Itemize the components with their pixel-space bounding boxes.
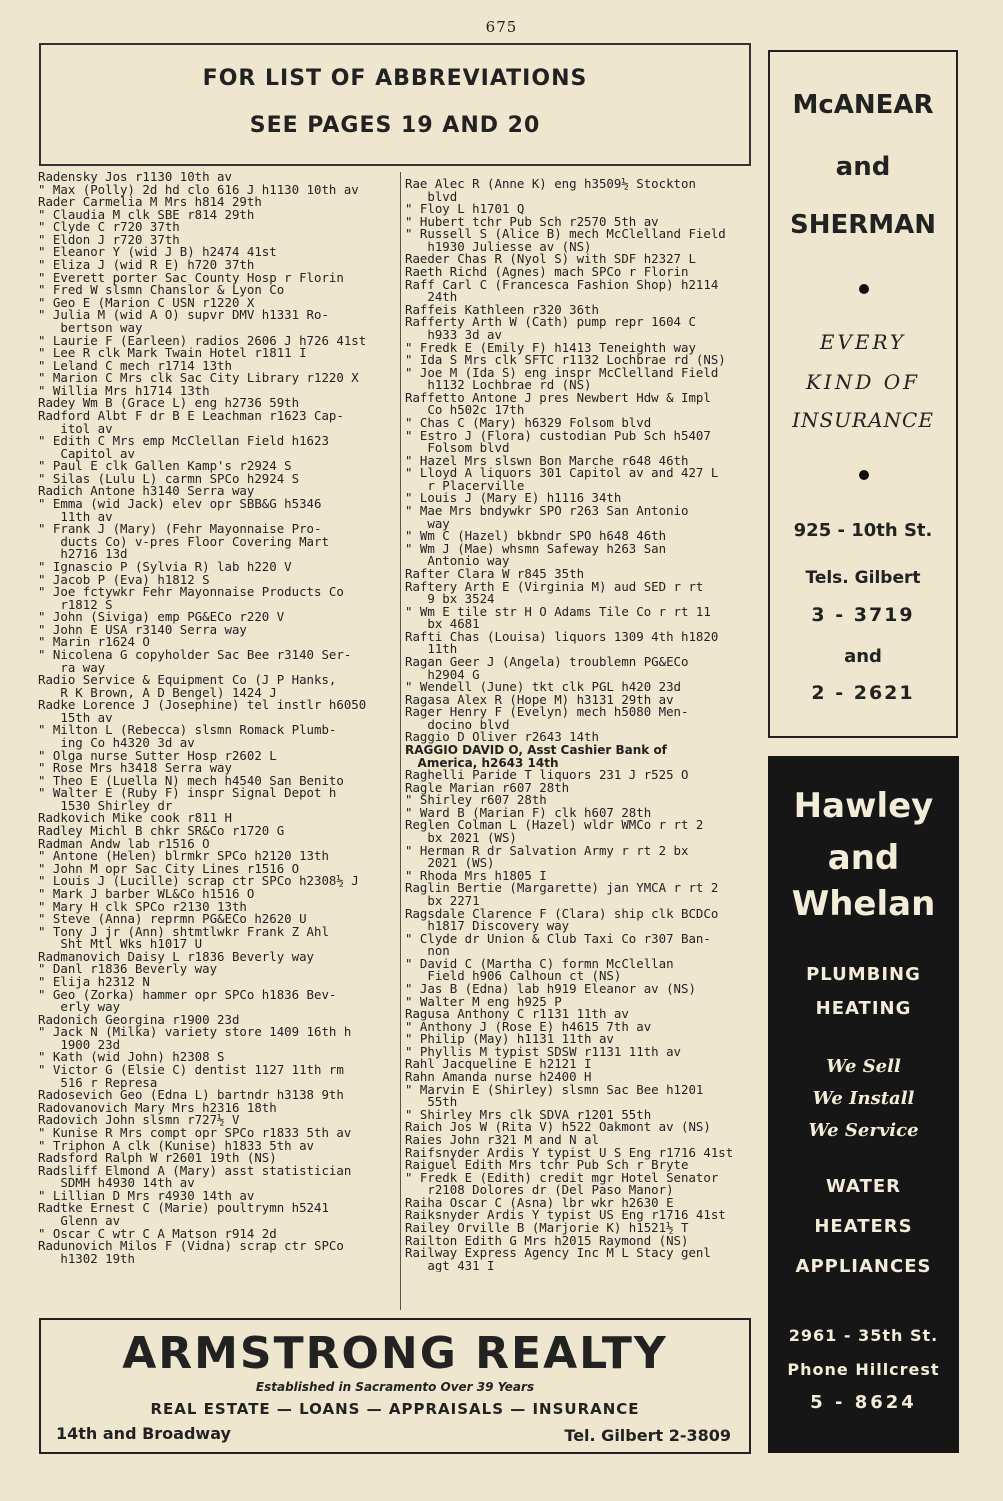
directory-entry: Radovanovich Mary Mrs h2316 18th bbox=[38, 1099, 277, 1115]
directory-entry: " Julia M (wid A O) supvr DMV h1331 Ro- bbox=[38, 307, 329, 323]
directory-entry: h1817 Discovery way bbox=[405, 918, 570, 934]
directory-entry: " Anthony J (Rose E) h4615 7th av bbox=[405, 1018, 652, 1034]
directory-entry: Radovich John slsmn r727½ V bbox=[38, 1112, 240, 1128]
directory-entry: Ragle Marian r607 28th bbox=[405, 779, 570, 795]
directory-entry: Railey Orville B (Marjorie K) h1521½ T bbox=[405, 1219, 689, 1235]
directory-entry: Rager Henry F (Evelyn) mech h5080 Men- bbox=[405, 704, 689, 720]
directory-entry: " Louis J (Mary E) h1116 34th bbox=[405, 490, 622, 506]
directory-entry: h1302 19th bbox=[38, 1250, 135, 1266]
directory-entry: 55th bbox=[405, 1094, 458, 1110]
directory-entry: " John (Siviga) emp PG&ECo r220 V bbox=[38, 609, 285, 625]
directory-entry: " Willia Mrs h1714 13th bbox=[38, 382, 210, 398]
directory-entry: 11th av bbox=[38, 508, 113, 524]
directory-entry: Radunovich Milos F (Vidna) scrap ctr SPCo bbox=[38, 1238, 344, 1254]
directory-entry: " Ida S Mrs clk SFTC r1132 Lochbrae rd (NS) bbox=[405, 352, 726, 368]
directory-entry: h2716 13d bbox=[38, 546, 128, 562]
directory-entry: Radley Michl B chkr SR&Co r1720 G bbox=[38, 823, 285, 839]
bullet-dot bbox=[859, 284, 869, 294]
insurance-ad-name-2: SHERMAN bbox=[789, 210, 937, 240]
directory-entry: Raich Jos W (Rita V) h522 Oakmont av (NS) bbox=[405, 1119, 711, 1135]
directory-entry: h2904 G bbox=[405, 666, 480, 682]
directory-entry: " Marion C Mrs clk Sac City Library r1220 X bbox=[38, 370, 359, 386]
directory-entry: " Clyde C r720 37th bbox=[38, 219, 180, 235]
directory-entry: " Geo E (Marion C USN r1220 X bbox=[38, 294, 255, 310]
directory-entry: ra way bbox=[38, 659, 106, 675]
directory-entry: " Walter M eng h925 P bbox=[405, 993, 562, 1009]
directory-entry: Raffetto Antone J pres Newbert Hdw & Impl bbox=[405, 389, 711, 405]
directory-entry: " Joe M (Ida S) eng inspr McClelland Field bbox=[405, 364, 719, 380]
directory-entry: Rae Alec R (Anne K) eng h3509½ Stockton bbox=[405, 178, 696, 191]
directory-entry: " Claudia M clk SBE r814 29th bbox=[38, 206, 255, 222]
directory-entry: Capitol av bbox=[38, 445, 135, 461]
directory-entry: " Silas (Lulu L) carmn SPCo h2924 S bbox=[38, 470, 300, 486]
directory-entry: " Hubert tchr Pub Sch r2570 5th av bbox=[405, 213, 659, 229]
plumbing-ad-install: We Install bbox=[812, 1088, 915, 1109]
directory-entry: " Philip (May) h1131 11th av bbox=[405, 1031, 614, 1047]
plumbing-ad-sell: We Sell bbox=[826, 1056, 901, 1077]
directory-entry: h1930 Juliesse av (NS) bbox=[405, 238, 592, 254]
plumbing-ad-service: We Service bbox=[808, 1120, 919, 1141]
realty-advertisement bbox=[39, 1318, 751, 1454]
directory-entry: " David C (Martha C) formn McClellan bbox=[405, 955, 674, 971]
abbreviations-line-2: SEE PAGES 19 AND 20 bbox=[249, 113, 541, 138]
directory-entry: ducts Co) v-pres Floor Covering Mart bbox=[38, 533, 329, 549]
directory-entry: Radosevich Geo (Edna L) bartndr h3138 9th bbox=[38, 1087, 344, 1103]
abbreviations-line-1: FOR LIST OF ABBREVIATIONS bbox=[202, 66, 588, 91]
directory-entry: Sht Mtl Wks h1017 U bbox=[38, 936, 203, 952]
directory-entry: Railway Express Agency Inc M L Stacy genl bbox=[405, 1245, 711, 1261]
directory-entry: Raeth Richd (Agnes) mach SPCo r Florin bbox=[405, 264, 689, 280]
directory-entry: bx 2271 bbox=[405, 892, 480, 908]
directory-entry: " Shirley Mrs clk SDVA r1201 55th bbox=[405, 1106, 652, 1122]
directory-entry: " Wm E tile str H O Adams Tile Co r rt 11 bbox=[405, 603, 711, 619]
directory-entry: Ragasa Alex R (Hope M) h3131 29th av bbox=[405, 691, 674, 707]
directory-entry: Field h906 Calhoun ct (NS) bbox=[405, 968, 622, 984]
directory-entry: 9 bx 3524 bbox=[405, 591, 495, 607]
directory-entry: " Mark J barber WL&Co h1516 O bbox=[38, 885, 255, 901]
directory-entry: 15th av bbox=[38, 709, 113, 725]
directory-entry: Radey Wm B (Grace L) eng h2736 59th bbox=[38, 395, 300, 411]
directory-entry: " Louis J (Lucille) scrap ctr SPCo h2308½ J bbox=[38, 873, 359, 889]
insurance-ad-tagline-3: INSURANCE bbox=[792, 408, 934, 432]
directory-entry: " Ignascio P (Sylvia R) lab h220 V bbox=[38, 558, 292, 574]
directory-entry: non bbox=[405, 943, 450, 959]
insurance-advertisement bbox=[768, 50, 958, 738]
plumbing-ad-appliances: APPLIANCES bbox=[795, 1256, 932, 1277]
directory-entry: " Wm J (Mae) whsmn Safeway h263 San bbox=[405, 540, 667, 556]
directory-entry: " Marin r1624 O bbox=[38, 634, 150, 650]
directory-entry: " Mae Mrs bndywkr SPO r263 San Antonio bbox=[405, 503, 689, 519]
directory-entry: 2021 (WS) bbox=[405, 855, 495, 871]
directory-entry: " Lillian D Mrs r4930 14th av bbox=[38, 1187, 255, 1203]
directory-entry: " Triphon A clk (Kunise) h1833 5th av bbox=[38, 1137, 315, 1153]
directory-entry: bx 2021 (WS) bbox=[405, 830, 517, 846]
insurance-ad-address: 925 - 10th St. bbox=[793, 520, 933, 541]
directory-entry: " Eldon J r720 37th bbox=[38, 231, 180, 247]
directory-entry: " Elija h2312 N bbox=[38, 974, 150, 989]
directory-entry: 516 r Represa bbox=[38, 1074, 158, 1090]
directory-entry: " Theo E (Luella N) mech h4540 San Benito bbox=[38, 772, 344, 788]
directory-entry: America, h2643 14th bbox=[405, 755, 559, 770]
directory-entry: h933 3d av bbox=[405, 326, 502, 342]
directory-entry: Radke Lorence J (Josephine) tel instlr h6050 bbox=[38, 697, 367, 713]
plumbing-ad-phone-number: 5 - 8624 bbox=[810, 1392, 917, 1413]
directory-entry: Co h502c 17th bbox=[405, 402, 525, 418]
directory-entry: " Antone (Helen) blrmkr SPCo h2120 13th bbox=[38, 848, 329, 864]
directory-entry: " Kunise R Mrs compt opr SPCo r1833 5th av bbox=[38, 1124, 352, 1140]
directory-entry: " Max (Polly) 2d hd clo 616 J h1130 10th av bbox=[38, 181, 359, 197]
directory-entry: Glenn av bbox=[38, 1212, 121, 1228]
directory-entry: " Oscar C wtr C A Matson r914 2d bbox=[38, 1225, 277, 1241]
plumbing-ad-name-2: Whelan bbox=[791, 884, 936, 924]
directory-entry: Raies John r321 M and N al bbox=[405, 1131, 599, 1147]
directory-entry: 1900 23d bbox=[38, 1036, 121, 1052]
directory-entry: Radford Albt F dr B E Leachman r1623 Cap- bbox=[38, 407, 344, 423]
directory-entry: " Herman R dr Salvation Army r rt 2 bx bbox=[405, 842, 689, 858]
directory-entry: " Laurie F (Earleen) radios 2606 J h726 41st bbox=[38, 332, 367, 348]
directory-entry: Folsom blvd bbox=[405, 440, 510, 456]
directory-entry: Rahl Jacqueline E h2121 I bbox=[405, 1056, 592, 1072]
directory-entry: " Chas C (Mary) h6329 Folsom blvd bbox=[405, 414, 652, 430]
directory-entry: " Frank J (Mary) (Fehr Mayonnaise Pro- bbox=[38, 521, 322, 537]
directory-entry: " Walter E (Ruby F) inspr Signal Depot h bbox=[38, 785, 337, 801]
directory-entry: Raiguel Edith Mrs tchr Pub Sch r Bryte bbox=[405, 1157, 689, 1173]
directory-entry: Rahn Amanda nurse h2400 H bbox=[405, 1069, 592, 1085]
abbreviations-notice bbox=[39, 43, 751, 166]
directory-entry: Radman Andw lab r1516 O bbox=[38, 835, 210, 851]
directory-entry: Raff Carl C (Francesca Fashion Shop) h2114 bbox=[405, 276, 719, 292]
directory-entry: Radmanovich Daisy L r1836 Beverly way bbox=[38, 948, 315, 964]
directory-entry: " Paul E clk Gallen Kamp's r2924 S bbox=[38, 458, 292, 474]
bullet-dot bbox=[859, 470, 869, 480]
directory-entry: " Geo (Zorka) hammer opr SPCo h1836 Bev- bbox=[38, 986, 337, 1002]
plumbing-ad-and: and bbox=[827, 838, 900, 878]
plumbing-advertisement bbox=[768, 756, 959, 1453]
directory-entry: " Steve (Anna) reprmn PG&ECo h2620 U bbox=[38, 911, 307, 927]
directory-entry: Raggio D Oliver r2643 14th bbox=[405, 729, 599, 745]
directory-entry: " Phyllis M typist SDSW r1131 11th av bbox=[405, 1043, 682, 1059]
directory-entry: Ragsdale Clarence F (Clara) ship clk BCDCo bbox=[405, 905, 719, 921]
insurance-ad-phone-1: 3 - 3719 bbox=[811, 604, 915, 626]
directory-entry: Raiha Oscar C (Asna) lbr wkr h2630 E bbox=[405, 1194, 674, 1210]
directory-entry: Raffeis Kathleen r320 36th bbox=[405, 301, 599, 317]
directory-entry: " Marvin E (Shirley) slsmn Sac Bee h1201 bbox=[405, 1081, 704, 1097]
directory-entry: " Everett porter Sac County Hosp r Florin bbox=[38, 269, 344, 285]
directory-entry: " Eliza J (wid R E) h720 37th bbox=[38, 257, 255, 273]
directory-entry: ing Co h4320 3d av bbox=[38, 735, 195, 751]
directory-entry: " Fredk E (Edith) credit mgr Hotel Senator bbox=[405, 1169, 719, 1185]
plumbing-ad-service-1: PLUMBING bbox=[806, 964, 921, 985]
directory-entry: r2108 Dolores dr (Del Paso Manor) bbox=[405, 1182, 674, 1198]
directory-entry: " Leland C mech r1714 13th bbox=[38, 357, 232, 373]
realty-ad-subtitle: Established in Sacramento Over 39 Years bbox=[255, 1380, 535, 1394]
directory-entry: " Tony J jr (Ann) shtmtlwkr Frank Z Ahl bbox=[38, 923, 329, 939]
directory-entry: Rafti Chas (Louisa) liquors 1309 4th h1820 bbox=[405, 628, 719, 644]
directory-entry: " Fredk E (Emily F) h1413 Teneighth way bbox=[405, 339, 696, 355]
directory-entry: " Kath (wid John) h2308 S bbox=[38, 1049, 225, 1065]
directory-entry: bertson way bbox=[38, 319, 143, 335]
directory-entry: " Milton L (Rebecca) slsmn Romack Plumb- bbox=[38, 722, 337, 738]
realty-ad-title: ARMSTRONG REALTY bbox=[122, 1328, 668, 1379]
realty-ad-address: 14th and Broadway bbox=[56, 1424, 231, 1443]
directory-entry: Raifsnyder Ardis Y typist U S Eng r1716 41st bbox=[405, 1144, 734, 1160]
directory-entry: itol av bbox=[38, 420, 113, 436]
directory-entry: Radio Service & Equipment Co (J P Hanks, bbox=[38, 672, 337, 688]
column-divider bbox=[400, 172, 401, 1310]
directory-entry: Ragusa Anthony C r1131 11th av bbox=[405, 1006, 629, 1022]
directory-entry: r1812 S bbox=[38, 596, 113, 612]
directory-entry: 1530 Shirley dr bbox=[38, 797, 173, 813]
directory-entry: " John E USA r3140 Serra way bbox=[38, 621, 247, 637]
insurance-ad-and-2: and bbox=[844, 646, 882, 667]
directory-entry: " Fred W slsmn Chanslor & Lyon Co bbox=[38, 282, 285, 298]
directory-entry: Railton Edith G Mrs h2015 Raymond (NS) bbox=[405, 1232, 689, 1248]
directory-entry: 11th bbox=[405, 641, 458, 657]
directory-entry: Raiksnyder Ardis Y typist US Eng r1716 41st bbox=[405, 1207, 726, 1223]
directory-entry: Antonio way bbox=[405, 553, 510, 569]
directory-entry: Radsford Ralph W r2601 19th (NS) bbox=[38, 1150, 277, 1166]
directory-entry: agt 431 I bbox=[405, 1257, 495, 1273]
directory-entry: " Olga nurse Sutter Hosp r2602 L bbox=[38, 747, 277, 763]
directory-entry: Rafferty Arth W (Cath) pump repr 1604 C bbox=[405, 314, 696, 330]
plumbing-ad-address: 2961 - 35th St. bbox=[788, 1326, 939, 1345]
directory-entry: " Jack N (Milka) variety store 1409 16th h bbox=[38, 1024, 352, 1040]
insurance-ad-and: and bbox=[835, 152, 891, 182]
insurance-ad-tagline-2: KIND OF bbox=[805, 370, 920, 394]
directory-entry: " Clyde dr Union & Club Taxi Co r307 Ban- bbox=[405, 930, 711, 946]
directory-entry: bx 4681 bbox=[405, 616, 480, 632]
directory-entry: Radsliff Elmond A (Mary) asst statistician bbox=[38, 1162, 352, 1178]
directory-entry: Raglin Bertie (Margarette) jan YMCA r rt 2 bbox=[405, 880, 719, 896]
insurance-ad-phone-2: 2 - 2621 bbox=[811, 682, 915, 704]
directory-entry: Radensky Jos r1130 10th av bbox=[38, 171, 232, 184]
directory-entry: " Ward B (Marian F) clk h607 28th bbox=[405, 804, 652, 820]
directory-entry: Raghelli Paride T liquors 231 J r525 O bbox=[405, 767, 689, 783]
directory-entry: " Lee R clk Mark Twain Hotel r1811 I bbox=[38, 345, 307, 361]
directory-entry: " Estro J (Flora) custodian Pub Sch h5407 bbox=[405, 427, 711, 443]
directory-entry: Rader Carmelia M Mrs h814 29th bbox=[38, 194, 262, 210]
directory-entry: Radich Antone h3140 Serra way bbox=[38, 483, 255, 499]
directory-entry: " Eleanor Y (wid J B) h2474 41st bbox=[38, 244, 277, 260]
directory-entry: " Rose Mrs h3418 Serra way bbox=[38, 760, 232, 776]
directory-entry: " Shirley r607 28th bbox=[405, 792, 547, 808]
directory-entry: blvd bbox=[405, 188, 458, 204]
directory-entry: Raftery Arth E (Virginia M) aud SED r rt bbox=[405, 578, 704, 594]
directory-entry: " Mary H clk SPCo r2130 13th bbox=[38, 898, 247, 914]
directory-entry: Rafter Clara W r845 35th bbox=[405, 565, 585, 581]
directory-entry: " Floy L h1701 Q bbox=[405, 201, 525, 217]
plumbing-ad-name-1: Hawley bbox=[793, 786, 934, 826]
realty-ad-services: REAL ESTATE — LOANS — APPRAISALS — INSURANCE bbox=[150, 1400, 640, 1418]
directory-entry: 24th bbox=[405, 289, 458, 305]
plumbing-ad-service-2: HEATING bbox=[815, 998, 912, 1019]
realty-ad-telephone: Tel. Gilbert 2-3809 bbox=[564, 1426, 731, 1445]
directory-entry: " Wendell (June) tkt clk PGL h420 23d bbox=[405, 679, 682, 695]
directory-entry: RAGGIO DAVID O, Asst Cashier Bank of bbox=[405, 743, 667, 758]
directory-entry: r Placerville bbox=[405, 477, 525, 493]
directory-entry: " Russell S (Alice B) mech McClelland Field bbox=[405, 226, 726, 242]
directory-entry: " Danl r1836 Beverly way bbox=[38, 961, 218, 977]
plumbing-ad-heaters: HEATERS bbox=[814, 1216, 913, 1237]
directory-entry: Radkovich Mike cook r811 H bbox=[38, 810, 232, 826]
directory-entry: Ragan Geer J (Angela) troublemn PG&ECo bbox=[405, 653, 689, 669]
directory-entry: " Jacob P (Eva) h1812 S bbox=[38, 571, 210, 587]
page-number: 675 bbox=[485, 18, 518, 36]
directory-entry: SDMH h4930 14th av bbox=[38, 1175, 195, 1191]
directory-entry: " John M opr Sac City Lines r1516 O bbox=[38, 860, 300, 876]
directory-entry: Radonich Georgina r1900 23d bbox=[38, 1011, 240, 1027]
directory-entry: " Nicolena G copyholder Sac Bee r3140 Ser- bbox=[38, 646, 352, 662]
directory-entry: " Jas B (Edna) lab h919 Eleanor av (NS) bbox=[405, 981, 696, 996]
directory-entry: R K Brown, A D Bengel) 1424 J bbox=[38, 684, 277, 700]
directory-entry: " Wm C (Hazel) bkbndr SPO h648 46th bbox=[405, 528, 667, 544]
directory-entry: " Joe fctywkr Fehr Mayonnaise Products Co bbox=[38, 584, 344, 600]
directory-entry: " Edith C Mrs emp McClellan Field h1623 bbox=[38, 433, 329, 449]
directory-entry: " Rhoda Mrs h1805 I bbox=[405, 867, 547, 883]
directory-entry: Reglen Colman L (Hazel) wldr WMCo r rt 2 bbox=[405, 817, 704, 833]
directory-entry: docino blvd bbox=[405, 716, 510, 732]
directory-entry: Radtke Ernest C (Marie) poultrymn h5241 bbox=[38, 1200, 329, 1216]
directory-column-right bbox=[405, 178, 761, 1272]
directory-entry: " Emma (wid Jack) elev opr SBB&G h5346 bbox=[38, 496, 322, 512]
directory-entry: h1132 Lochbrae rd (NS) bbox=[405, 377, 592, 393]
plumbing-ad-water: WATER bbox=[825, 1176, 901, 1197]
insurance-ad-tagline-1: EVERY bbox=[819, 330, 907, 354]
directory-column-left bbox=[38, 171, 398, 1265]
insurance-ad-tels: Tels. Gilbert bbox=[805, 568, 921, 588]
insurance-ad-name-1: McANEAR bbox=[792, 90, 934, 120]
directory-entry: " Hazel Mrs slswn Bon Marche r648 46th bbox=[405, 452, 689, 468]
directory-entry: " Lloyd A liquors 301 Capitol av and 427 L bbox=[405, 465, 719, 481]
directory-entry: Raeder Chas R (Nyol S) with SDF h2327 L bbox=[405, 251, 696, 267]
directory-entry: " Victor G (Elsie C) dentist 1127 11th rm bbox=[38, 1062, 344, 1078]
directory-entry: way bbox=[405, 515, 450, 531]
plumbing-ad-phone-label: Phone Hillcrest bbox=[787, 1360, 940, 1379]
directory-entry: erly way bbox=[38, 999, 121, 1015]
